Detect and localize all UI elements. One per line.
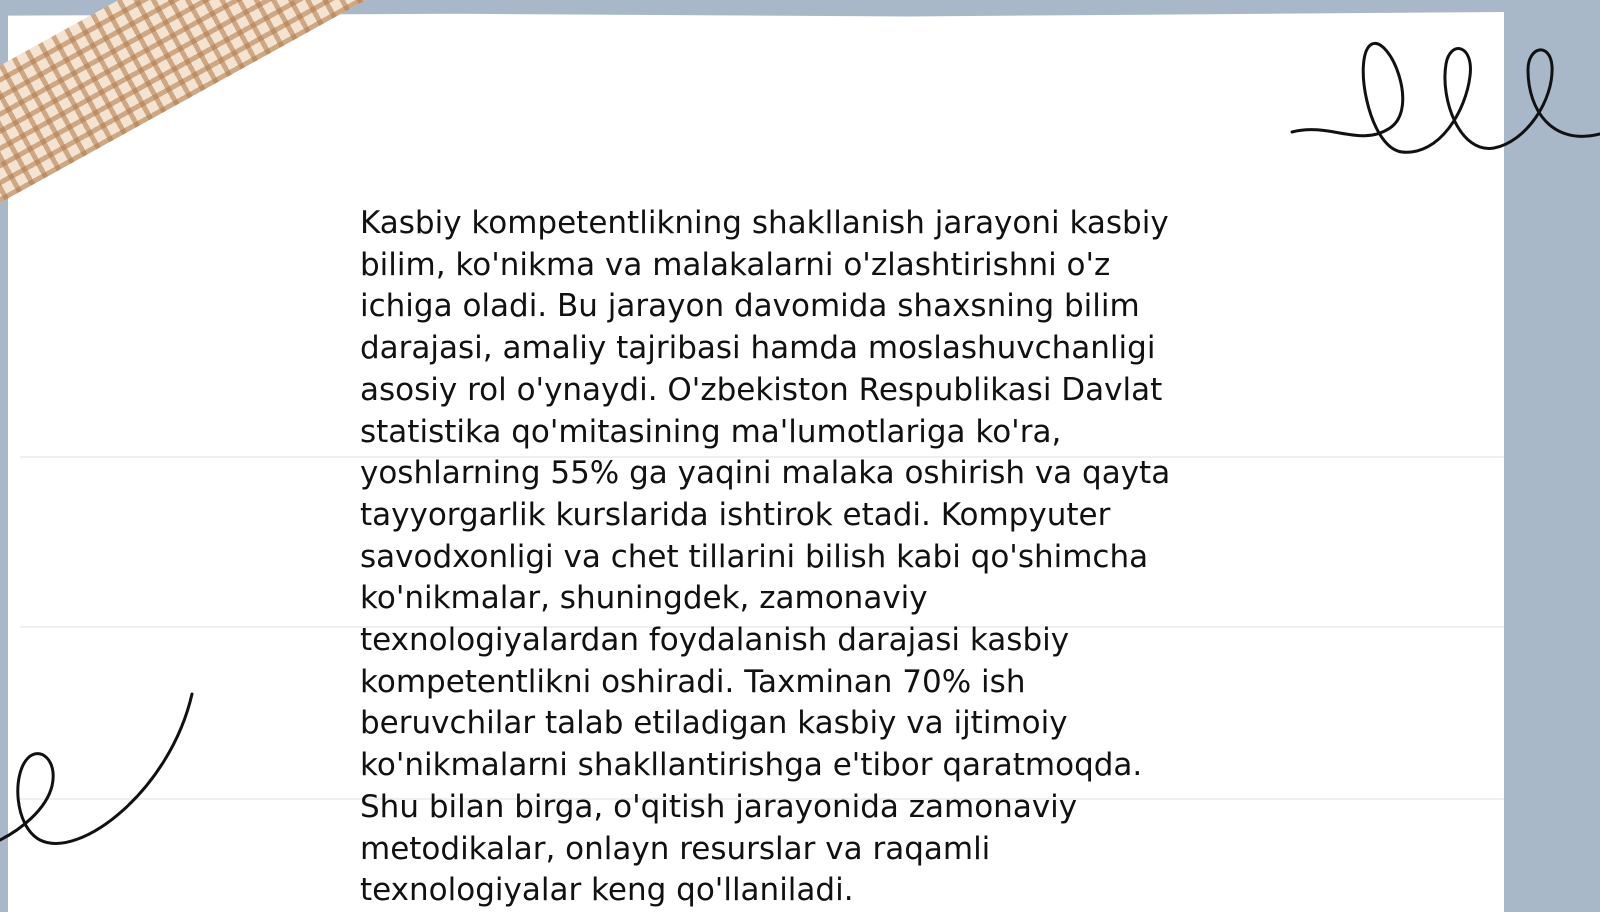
swirl-doodle-icon [0,690,200,850]
body-paragraph: Kasbiy kompetentlikning shakllanish jarayoni kasbiy bilim, ko'nikma va malakalarni o'zlashtirishni o'z ichiga oladi. Bu jarayon davomida shaxsning bilim darajasi, amaliy tajribasi hamda moslashuvchanligi asosiy rol o'ynaydi. O'zbekiston Respublikasi Davlat statistika qo'mitasining ma'lumotlariga ko'ra, yoshlarning 55% ga yaqini malaka oshirish va qayta tayyorgarlik kurslarida ishtirok etadi. Kompyuter savodxonligi va chet tillarini bilish kabi qo'shimcha ko'nikmalar, shuningdek, zamonaviy texnologiyalardan foydalanish darajasi kasbiy kompetentlikni oshiradi. Taxminan 70% ish beruvchilar talab etiladigan kasbiy va ijtimoiy ko'nikmalarni shakllantirishga e'tibor qaratmoqda. Shu bilan birga, o'qitish jarayonida zamonaviy metodikalar, onlayn resurslar va raqamli texnologiyalar keng qo'llaniladi. [360,205,1171,909]
loops-doodle-icon [1290,30,1600,170]
